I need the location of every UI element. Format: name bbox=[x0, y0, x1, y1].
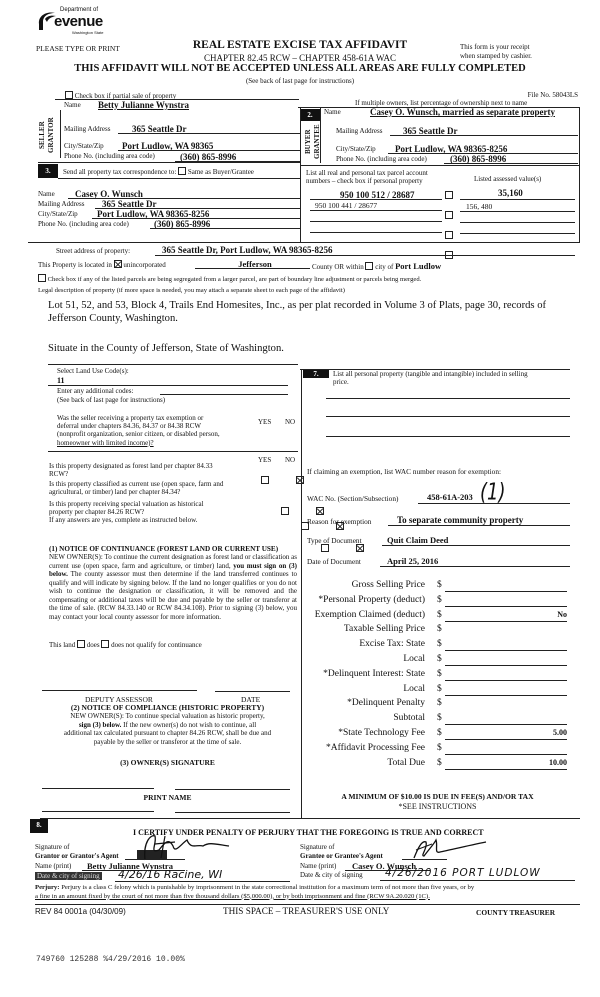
notice-continuance-body: NEW OWNER(S): To continue the current designation as forest land or classification as current use (open space, farm and agriculture, or timber) land, you must sign on (3) below. The county assessor must then determine if the land transferred continues to qualify and will indicate by signing below. If the land no longer qualifies or you do not wish to continue the designation or classification, it will be removed and the compensating or additional taxes will be due and payable by the seller or transferor at the time of sale. (RCW 84.33.140 or RCW 84.34.108). Prior to signing (3) below, you may contact your local county assessor for more information. bbox=[49, 553, 298, 621]
fee-row bbox=[300, 728, 570, 741]
does-not-qualify-checkbox[interactable] bbox=[101, 640, 109, 648]
personal-property-line[interactable] bbox=[326, 416, 570, 417]
parcel-assessed-value[interactable]: 156, 480 bbox=[466, 202, 493, 211]
currency-symbol: $ bbox=[437, 728, 442, 738]
logo-state-text: Washington State bbox=[72, 30, 104, 35]
currency-symbol: $ bbox=[437, 654, 442, 664]
receipt-note-1: This form is your receipt bbox=[460, 43, 530, 51]
yes-header-2: YES bbox=[258, 456, 272, 464]
wac-subsection-handwritten[interactable]: (1) bbox=[480, 478, 506, 507]
street-address[interactable]: 365 Seattle Dr, Port Ludlow, WA 98365-8256 bbox=[162, 245, 333, 255]
buyer-mailing[interactable]: 365 Seattle Dr bbox=[403, 126, 458, 136]
receipt-note-2: when stamped by cashier. bbox=[460, 52, 532, 60]
fee-row bbox=[300, 580, 570, 593]
fee-label: Subtotal bbox=[393, 713, 425, 724]
see-instructions-note: *SEE INSTRUCTIONS bbox=[398, 802, 477, 811]
currency-symbol: $ bbox=[437, 594, 442, 605]
seller-city-label: City/State/Zip bbox=[64, 142, 104, 150]
q1-yes-checkbox[interactable] bbox=[261, 476, 269, 484]
land-use-label: Select Land Use Code(s): bbox=[57, 367, 129, 375]
street-address-label: Street address of property: bbox=[56, 247, 131, 255]
grantor-signature[interactable] bbox=[125, 832, 235, 862]
corr-city[interactable]: Port Ludlow, WA 98365-8256 bbox=[97, 209, 210, 219]
parcel-personal-checkbox[interactable] bbox=[445, 211, 453, 219]
fee-row bbox=[300, 743, 570, 756]
question-2: Is this property designated as forest land per chapter 84.33 RCW? bbox=[49, 462, 213, 479]
buyer-city-label: City/State/Zip bbox=[336, 145, 376, 153]
logo-dept-text: Department of bbox=[60, 7, 99, 13]
fee-row bbox=[300, 624, 570, 637]
location-row: This Property is located in unincorporated bbox=[38, 261, 166, 269]
currency-symbol: $ bbox=[437, 668, 442, 679]
seller-phone[interactable]: (360) 865-8996 bbox=[180, 152, 237, 162]
parcel-number[interactable]: 950 100 512 / 28687 bbox=[340, 190, 415, 200]
fee-label: Total Due bbox=[387, 757, 425, 768]
receipt-stamp: 749760 125288 %4/29/2016 10.00% bbox=[36, 955, 185, 964]
personal-property-line[interactable] bbox=[326, 436, 570, 437]
print-name-label: PRINT NAME bbox=[143, 793, 192, 802]
question-4: Is this property receiving special valuation as historical property per chapter 84.26 RCW? If any answers are yes, complete as instructed below. bbox=[49, 500, 204, 525]
additional-codes-label: Enter any additional codes: bbox=[57, 387, 134, 395]
grantee-signature-label: Signature of Grantee or Grantee's Agent bbox=[300, 843, 383, 860]
treasurer-space-label: THIS SPACE – TREASURER'S USE ONLY bbox=[223, 906, 390, 916]
buyer-phone[interactable]: (360) 865-8996 bbox=[450, 154, 507, 164]
fee-row bbox=[300, 669, 570, 682]
fee-row bbox=[300, 610, 570, 623]
seller-name[interactable]: Betty Julianne Wynstra bbox=[98, 100, 190, 110]
segregated-checkbox[interactable] bbox=[38, 274, 46, 282]
fee-row bbox=[300, 595, 570, 608]
fee-label: Local bbox=[403, 654, 425, 664]
please-type-label: PLEASE TYPE OR PRINT bbox=[36, 44, 120, 53]
grantee-date-label: Date & city of signing bbox=[300, 871, 363, 879]
deputy-assessor-label: DEPUTY ASSESSOR bbox=[85, 695, 153, 704]
q1-no-checkbox[interactable] bbox=[296, 476, 304, 484]
completion-warning: THIS AFFIDAVIT WILL NOT BE ACCEPTED UNLESS ALL AREAS ARE FULLY COMPLETED bbox=[74, 63, 526, 74]
fee-input-line[interactable] bbox=[445, 754, 567, 755]
fee-input-line[interactable] bbox=[445, 680, 567, 681]
multiple-owners-note: If multiple owners, list percentage of ownership next to name bbox=[355, 99, 528, 107]
fee-input-line[interactable] bbox=[445, 606, 567, 607]
fee-input-line[interactable] bbox=[445, 739, 567, 740]
fee-row bbox=[300, 713, 570, 726]
doc-date[interactable]: April 25, 2016 bbox=[387, 556, 439, 566]
legal-description-label: Legal description of property (if more space is needed, you may attach a separate sheet to each page of the affidavit) bbox=[38, 287, 345, 294]
grantee-name[interactable]: Casey O. Wunsch bbox=[352, 861, 417, 871]
yes-header-1: YES bbox=[258, 418, 272, 426]
notice-historic: (2) NOTICE OF COMPLIANCE (HISTORIC PROPERTY) NEW OWNER(S): To continue special valuation as historic property, sign (3) below. If the new owner(s) do not wish to continue, all additional tax calculated pursuant to chapter 84.26 RCW, shall be due and payable by the seller or transferor at the time of sale. bbox=[63, 703, 272, 746]
fee-input-line[interactable] bbox=[445, 724, 567, 725]
parcel-personal-checkbox[interactable] bbox=[445, 191, 453, 199]
seller-mailing[interactable]: 365 Seattle Dr bbox=[132, 124, 187, 134]
partial-sale-label: Check box if partial sale of property bbox=[74, 92, 177, 100]
grantor-signature-label: Signature of Grantor or Grantor's Agent bbox=[35, 843, 119, 860]
parcels-header-2: numbers – check box if personal property bbox=[306, 177, 423, 185]
legal-description-line-2[interactable]: Jefferson County, Washington. bbox=[48, 313, 178, 324]
legal-description-line-1[interactable]: Lot 51, 52, and 53, Block 4, Trails End Homesites, Inc., as per plat recorded in Volume 3 of Plats, page 30, records of bbox=[48, 300, 547, 311]
fee-input-line[interactable] bbox=[445, 621, 567, 622]
doc-type[interactable]: Quit Claim Deed bbox=[387, 535, 449, 545]
currency-symbol: $ bbox=[437, 639, 442, 650]
question-1: Was the seller receiving a property tax exemption or deferral under chapters 84.36, 84.37 or 84.38 RCW (nonprofit organization, senior citizen, or disabled person, homeowner with limited income)? bbox=[57, 414, 220, 447]
fee-value[interactable]: 10.00 bbox=[549, 757, 567, 767]
currency-symbol: $ bbox=[437, 742, 442, 753]
q4-yes-checkbox[interactable] bbox=[321, 544, 329, 552]
corr-phone-label: Phone No. (including area code) bbox=[38, 220, 129, 228]
buyer-city[interactable]: Port Ludlow, WA 98365-8256 bbox=[395, 144, 508, 154]
minimum-due-note: A MINIMUM OF $10.00 IS DUE IN FEE(S) AND/OR TAX bbox=[341, 792, 534, 801]
see-back-note: (See back of last page for instructions) bbox=[245, 77, 355, 85]
corr-city-label: City/State/Zip bbox=[38, 210, 78, 218]
seller-name-label: Name bbox=[64, 101, 81, 109]
parcel-assessed-value[interactable]: 35,160 bbox=[498, 188, 523, 198]
buyer-phone-label: Phone No. (including area code) bbox=[336, 155, 427, 163]
notice-continuance-title: (1) NOTICE OF CONTINUANCE (FOREST LAND OR CURRENT USE) bbox=[49, 545, 279, 553]
buyer-mailing-label: Mailing Address bbox=[336, 127, 383, 135]
seller-city[interactable]: Port Ludlow, WA 98365 bbox=[122, 141, 214, 151]
corr-phone[interactable]: (360) 865-8996 bbox=[154, 219, 211, 229]
buyer-name[interactable]: Casey O. Wunsch, married as separate property bbox=[370, 107, 555, 117]
fee-input-line[interactable] bbox=[445, 695, 567, 696]
seller-phone-label: Phone No. (including area code) bbox=[64, 152, 155, 160]
fee-row bbox=[300, 684, 570, 697]
parcels-header-1: List all real and personal tax parcel account bbox=[306, 169, 428, 177]
wac-label: WAC No. (Section/Subsection) bbox=[307, 494, 399, 503]
section-2-marker: 2. bbox=[300, 109, 320, 121]
fee-label: *Affidavit Processing Fee bbox=[325, 742, 425, 753]
currency-symbol: $ bbox=[437, 698, 442, 709]
fee-label: Excise Tax: State bbox=[359, 639, 425, 650]
revenue-logo bbox=[36, 6, 106, 36]
assessor-date-label: DATE bbox=[241, 695, 261, 704]
personal-property-label: List all personal property (tangible and intangible) included in selling price. bbox=[333, 370, 528, 386]
fee-label: Gross Selling Price bbox=[351, 580, 425, 590]
question-3: Is this property classified as current use (open space, farm and agricultural, or timber) land per chapter 84.34? bbox=[49, 480, 224, 497]
parcel-number[interactable]: 950 100 441 / 28677 bbox=[315, 201, 378, 210]
logo-wordmark: evenue bbox=[54, 13, 103, 30]
grantor-date-label: Date & city of signing bbox=[37, 872, 100, 880]
revision-code: REV 84 0001a (04/30/09) bbox=[35, 907, 126, 916]
fee-row bbox=[300, 639, 570, 652]
situate-text[interactable]: Situate in the County of Jefferson, State of Washington. bbox=[48, 343, 284, 354]
same-as-buyer-checkbox[interactable] bbox=[178, 167, 186, 175]
fee-row bbox=[300, 758, 570, 771]
same-as-buyer-label: Same as Buyer/Grantee bbox=[187, 168, 254, 176]
county-treasurer-label: COUNTY TREASURER bbox=[476, 908, 556, 917]
fee-input-line[interactable] bbox=[445, 591, 567, 592]
fee-label: *Delinquent Penalty bbox=[347, 698, 425, 709]
fee-label: *State Technology Fee bbox=[338, 728, 425, 738]
file-number: File No. 58043LS bbox=[527, 91, 578, 99]
city-of-name[interactable]: Port Ludlow bbox=[395, 261, 442, 271]
grantor-name-label: Name (print) bbox=[35, 862, 72, 870]
reason-label: Reason for exemption bbox=[307, 517, 372, 526]
fee-input-line[interactable] bbox=[445, 650, 567, 651]
corr-mailing-label: Mailing Address bbox=[38, 200, 85, 208]
fee-row bbox=[300, 654, 570, 667]
currency-symbol: $ bbox=[437, 609, 442, 620]
currency-symbol: $ bbox=[437, 580, 442, 590]
grantee-name-label: Name (print) bbox=[300, 862, 337, 870]
grantor-date-city[interactable]: 4/26/16 Racine, WI bbox=[118, 868, 223, 881]
fee-row bbox=[300, 698, 570, 711]
does-qualify-checkbox[interactable] bbox=[77, 640, 85, 648]
doc-type-label: Type of Document bbox=[307, 536, 362, 545]
form-title: REAL ESTATE EXCISE TAX AFFIDAVIT bbox=[192, 39, 408, 51]
county-name[interactable]: Jefferson bbox=[238, 259, 272, 269]
grantor-name[interactable]: Betty Julianne Wynstra bbox=[87, 861, 173, 871]
currency-symbol: $ bbox=[437, 757, 442, 768]
fee-input-line[interactable] bbox=[445, 665, 567, 666]
owner-signature-line[interactable] bbox=[175, 789, 290, 790]
section-3-marker: 3. bbox=[38, 164, 58, 178]
continuance-row: This land does does not qualify for continuance bbox=[49, 641, 202, 649]
owner-signature-label: (3) OWNER(S) SIGNATURE bbox=[120, 758, 215, 767]
fee-label: Exemption Claimed (deduct) bbox=[314, 609, 425, 620]
form-subtitle: CHAPTER 82.45 RCW – CHAPTER 458-61A WAC bbox=[204, 53, 396, 63]
no-header-1: NO bbox=[285, 418, 296, 426]
section-7-marker: 7. bbox=[303, 370, 329, 378]
parcel-personal-checkbox[interactable] bbox=[445, 231, 453, 239]
fee-value[interactable]: 5.00 bbox=[553, 728, 567, 737]
currency-symbol: $ bbox=[437, 683, 442, 694]
assessed-header: Listed assessed value(s) bbox=[474, 175, 542, 183]
corr-mailing[interactable]: 365 Seattle Dr bbox=[102, 199, 157, 209]
perjury-notice: Perjury: Perjury is a class C felony which is punishable by imprisonment in the state correctional institution for a maximum term of not more than five years, or by a fine in an amount fixed by the court of not more than five thousand dollars ($5,000.00), or by both imprisonment and fine (RCW 9A.20.020 (1C). bbox=[35, 884, 475, 900]
no-header-2: NO bbox=[285, 456, 296, 464]
seller-mailing-label: Mailing Address bbox=[64, 125, 111, 133]
q2-yes-checkbox[interactable] bbox=[281, 507, 289, 515]
fee-value[interactable]: No bbox=[557, 609, 567, 619]
buyer-name-label: Name bbox=[324, 108, 341, 116]
land-use-code[interactable]: 11 bbox=[57, 376, 65, 385]
fee-input-line[interactable] bbox=[445, 769, 567, 770]
q2-no-checkbox[interactable] bbox=[316, 507, 324, 515]
q4-no-checkbox[interactable] bbox=[356, 544, 364, 552]
buyer-grantee-tab: BUYER GRANTEE bbox=[304, 124, 321, 160]
personal-property-line[interactable] bbox=[326, 398, 570, 399]
currency-symbol: $ bbox=[437, 713, 442, 724]
corr-name[interactable]: Casey O. Wunsch bbox=[75, 189, 143, 199]
currency-symbol: $ bbox=[437, 624, 442, 635]
certify-title: I CERTIFY UNDER PENALTY OF PERJURY THAT THE FOREGOING IS TRUE AND CORRECT bbox=[133, 828, 484, 837]
seller-grantor-tab: SELLER GRANTOR bbox=[38, 117, 55, 153]
fee-label: Taxable Selling Price bbox=[343, 624, 425, 635]
additional-codes-note: (See back of last page for instructions) bbox=[57, 396, 166, 404]
section-8-marker: 8. bbox=[30, 819, 48, 833]
wac-number[interactable]: 458-61A-203 bbox=[427, 492, 473, 502]
city-checkbox[interactable] bbox=[365, 262, 373, 270]
unincorporated-checkbox[interactable] bbox=[114, 260, 122, 268]
corr-name-label: Name bbox=[38, 190, 55, 198]
doc-date-label: Date of Document bbox=[307, 557, 361, 566]
fee-label: *Personal Property (deduct) bbox=[318, 594, 425, 605]
segregated-option[interactable]: Check box if any of the listed parcels are being segregated from a larger parcel, are part of boundary line adjustment or parcels being merged. bbox=[38, 274, 421, 283]
fee-label: Local bbox=[403, 683, 425, 694]
exemption-claim-label: If claiming an exemption, list WAC number reason for exemption: bbox=[307, 467, 501, 476]
exemption-reason[interactable]: To separate community property bbox=[397, 515, 524, 525]
grantee-date-city[interactable]: 4/26/2016 PORT LUDLOW bbox=[385, 867, 541, 879]
fee-label: *Delinquent Interest: State bbox=[323, 668, 425, 679]
partial-sale-checkbox[interactable] bbox=[65, 91, 73, 99]
correspondence-label: Send all property tax correspondence to: Same as Buyer/Grantee bbox=[63, 168, 254, 176]
county-within-row: County OR within city of Port Ludlow bbox=[312, 261, 442, 271]
